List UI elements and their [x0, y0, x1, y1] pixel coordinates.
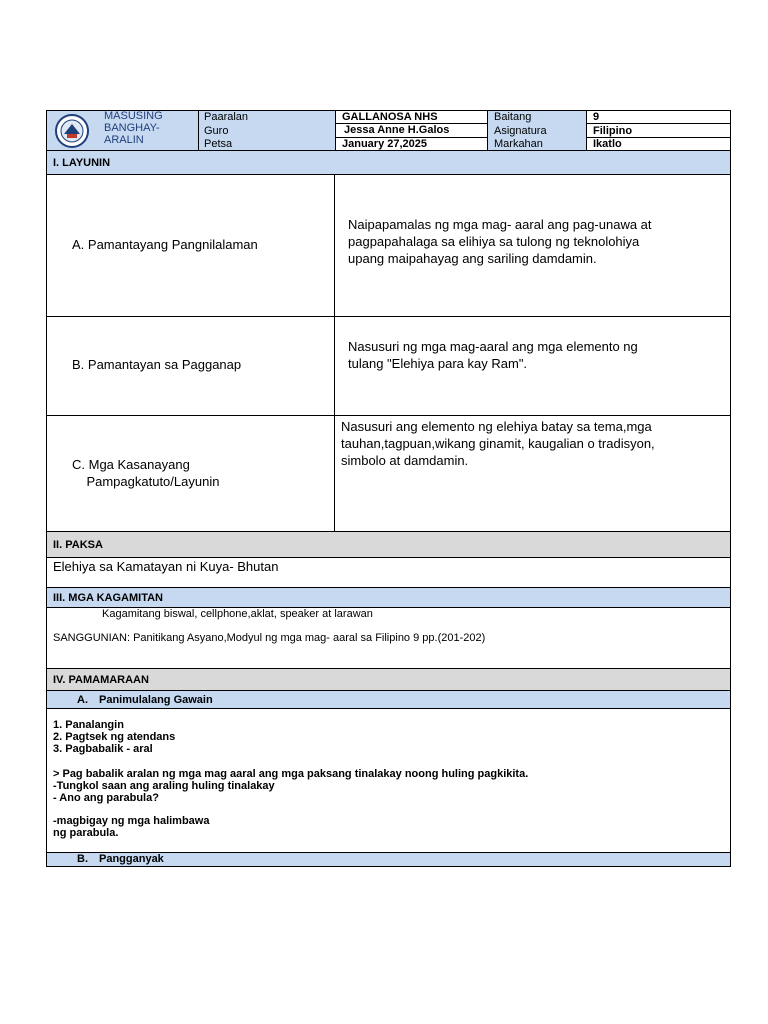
asignatura-label: Asignatura — [494, 125, 547, 137]
row-a-content-line-2: pagpapahalaga sa elihiya sa tulong ng teknolohiya — [348, 234, 640, 249]
paksa-value: Elehiya sa Kamatayan ni Kuya- Bhutan — [53, 559, 279, 574]
row-b-content-line-1: Nasusuri ng mga mag-aaral ang mga elemento ng — [348, 339, 638, 354]
kagamitan-materials: Kagamitang biswal, cellphone,aklat, speaker at larawan — [102, 608, 373, 620]
petsa-value: January 27,2025 — [342, 138, 428, 150]
paaralan-label: Paaralan — [204, 111, 249, 123]
step-item-2: 2. Pagtsek ng atendans — [53, 731, 176, 743]
step-item-1: 1. Panalangin — [53, 719, 124, 731]
mga-kasanayang-pampagkatuto-label — [72, 456, 219, 490]
doc-type-line-2: BANGHAY- — [104, 122, 160, 134]
baitang-value-cell — [586, 110, 731, 124]
row-c-content-line-2: tauhan,tagpuan,wikang ginamit, kaugalian o tradisyon, — [341, 436, 655, 451]
deped-seal-icon — [55, 114, 89, 148]
row-c-content-line-1: Nasusuri ang elemento ng elehiya batay sa tema,mga — [341, 419, 652, 434]
step-item-3: 3. Pagbabalik - aral — [53, 743, 153, 755]
row-a-content-line-3: upang maipahayag ang sariling damdamin. — [348, 251, 597, 266]
sanggunian-text: SANGGUNIAN: Panitikang Asyano,Modyul ng mga mag- aaral sa Filipino 9 pp.(201-202) — [53, 632, 486, 644]
markahan-label: Markahan — [494, 138, 543, 150]
doc-type-line-3: ARALIN — [104, 134, 144, 146]
panimulang-gawain-letter: A. — [77, 694, 88, 706]
halimbawa-line-1: -magbigay ng mga halimbawa — [53, 815, 210, 827]
guro-value: Jessa Anne H.Galos — [344, 124, 450, 136]
pamantayang-pangnilalaman-label — [72, 236, 258, 253]
document-type-title — [104, 110, 198, 146]
petsa-label: Petsa — [204, 138, 233, 150]
markahan-value: Ikatlo — [593, 138, 622, 150]
paksa-heading: II. PAKSA — [46, 531, 731, 558]
guro-label: Guro — [204, 125, 229, 137]
pamantayan-sa-pagganap-content — [348, 338, 638, 372]
balik-aral-questions — [53, 768, 528, 804]
pamantayang-pangnilalaman-content — [348, 216, 652, 267]
row-c-content-line-3: simbolo at damdamin. — [341, 453, 469, 468]
row-b-content-line-2: tulang "Elehiya para kay Ram". — [348, 356, 528, 371]
baitang-value: 9 — [593, 111, 600, 123]
row-c-label-line-1: C. Mga Kasanayang — [72, 457, 190, 472]
layunin-heading: I. LAYUNIN — [46, 150, 731, 175]
kagamitan-heading: III. MGA KAGAMITAN — [46, 587, 731, 608]
panimulang-gawain-label: Panimulalang Gawain — [99, 694, 213, 706]
row-a-content-line-1: Naipapamalas ng mga mag- aaral ang pag-unawa at — [348, 217, 652, 232]
panimulang-steps-list — [53, 719, 175, 755]
pamantayan-sa-pagganap-label — [72, 356, 241, 373]
asignatura-value: Filipino — [593, 125, 633, 137]
pangganyak-label: Pangganyak — [99, 853, 164, 865]
halimbawa-line-2: ng parabula. — [53, 827, 119, 839]
doc-type-line-1: MASUSING — [104, 110, 163, 122]
row-c-label-line-2: Pampagkatuto/Layunin — [72, 474, 220, 489]
balik-aral-line-3: - Ano ang parabula? — [53, 792, 159, 804]
row-a-label-line: A. Pamantayang Pangnilalaman — [72, 237, 258, 252]
row-b-label-line: B. Pamantayan sa Pagganap — [72, 357, 242, 372]
baitang-label: Baitang — [494, 111, 532, 123]
halimbawa-instructions — [53, 815, 209, 839]
pangganyak-letter: B. — [77, 853, 88, 865]
paaralan-value: GALLANOSA NHS — [342, 111, 438, 123]
balik-aral-line-2: -Tungkol saan ang araling huling tinalakay — [53, 780, 275, 792]
balik-aral-line-1: > Pag babalik aralan ng mga mag aaral ang mga paksang tinalakay noong huling pagkikita. — [53, 768, 529, 780]
pamamaraan-heading: IV. PAMAMARAAN — [46, 668, 731, 691]
mga-kasanayang-pampagkatuto-content — [341, 418, 655, 469]
